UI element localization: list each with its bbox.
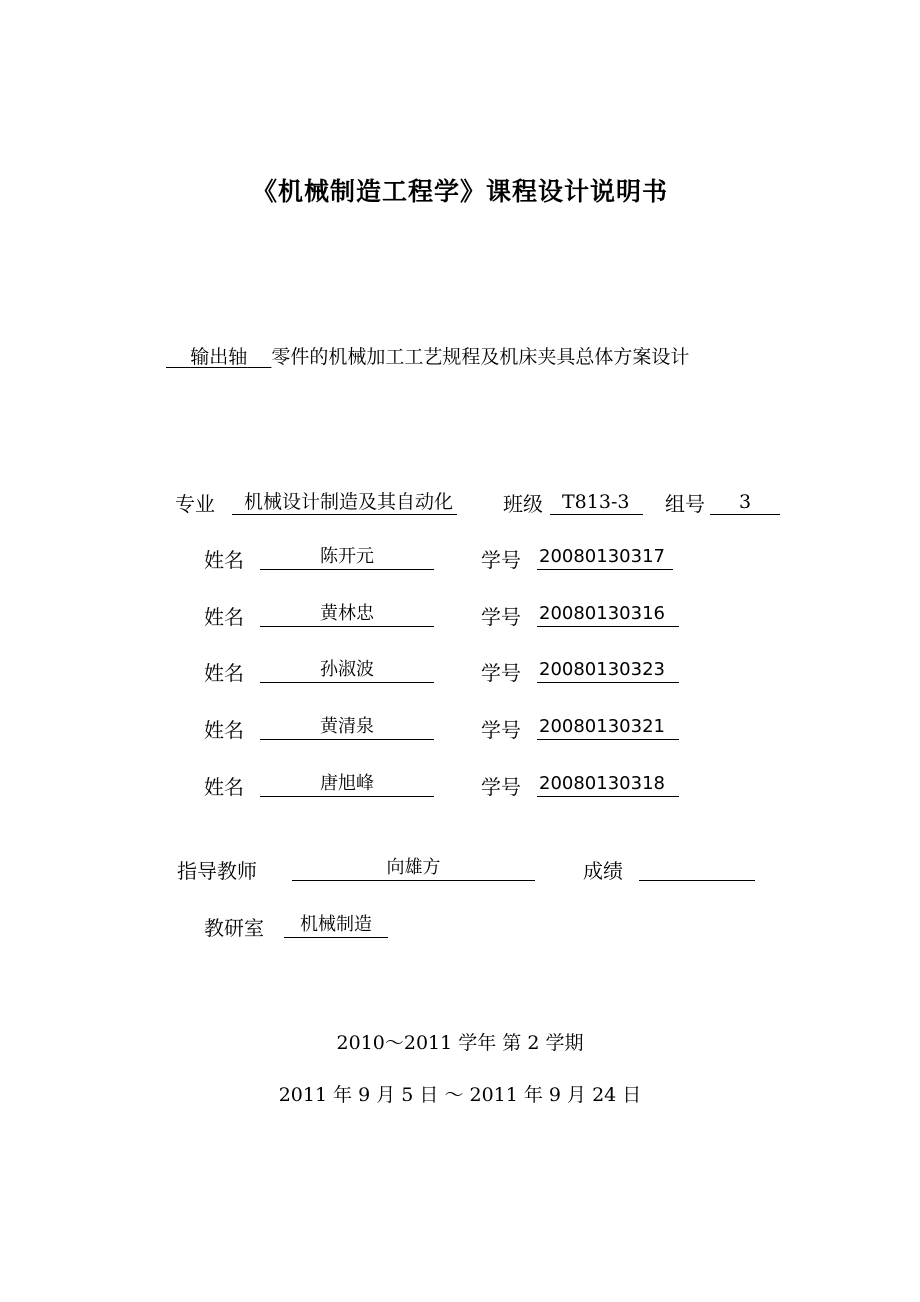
- semester: 2010～2011 学年 第 2 学期: [336, 1032, 584, 1054]
- grade-label: 成绩: [583, 859, 623, 883]
- department-label: 教研室: [204, 916, 264, 940]
- student-id: 20080130318: [537, 772, 679, 797]
- subtitle-rest: 零件的机械加工工艺规程及机床夹具总体方案设计: [271, 346, 690, 368]
- design-subtitle: [166, 342, 689, 369]
- class-value: T813-3: [550, 490, 643, 515]
- student-name: 黄清泉: [260, 715, 434, 740]
- name-label: 姓名: [204, 661, 244, 685]
- group-value: 3: [710, 490, 780, 515]
- major-value: 机械设计制造及其自动化: [232, 490, 457, 515]
- student-id: 20080130321: [537, 715, 679, 740]
- advisor-label: 指导教师: [177, 859, 257, 883]
- id-label: 学号: [481, 775, 521, 799]
- name-label: 姓名: [204, 548, 244, 572]
- student-name: 孙淑波: [260, 658, 434, 683]
- name-label: 姓名: [204, 775, 244, 799]
- part-name: 输出轴: [190, 346, 248, 368]
- date-range: 2011 年 9 月 5 日 ～ 2011 年 9 月 24 日: [278, 1084, 642, 1106]
- name-label: 姓名: [204, 718, 244, 742]
- advisor-name: 向雄方: [292, 856, 535, 881]
- document-title: 《机械制造工程学》课程设计说明书: [251, 177, 668, 206]
- grade-field: [639, 856, 755, 881]
- department-value: 机械制造: [284, 913, 388, 938]
- class-label: 班级: [503, 492, 543, 516]
- id-label: 学号: [481, 718, 521, 742]
- student-id: 20080130316: [537, 602, 679, 627]
- student-id: 20080130323: [537, 658, 679, 683]
- id-label: 学号: [481, 605, 521, 629]
- id-label: 学号: [481, 548, 521, 572]
- major-row: [175, 488, 215, 517]
- group-label: 组号: [665, 492, 705, 516]
- name-label: 姓名: [204, 605, 244, 629]
- student-name: 黄林忠: [260, 602, 434, 627]
- major-label: 专业: [175, 492, 215, 516]
- id-label: 学号: [481, 661, 521, 685]
- student-name: 唐旭峰: [260, 772, 434, 797]
- student-name: 陈开元: [260, 545, 434, 570]
- student-id: 20080130317: [537, 545, 673, 570]
